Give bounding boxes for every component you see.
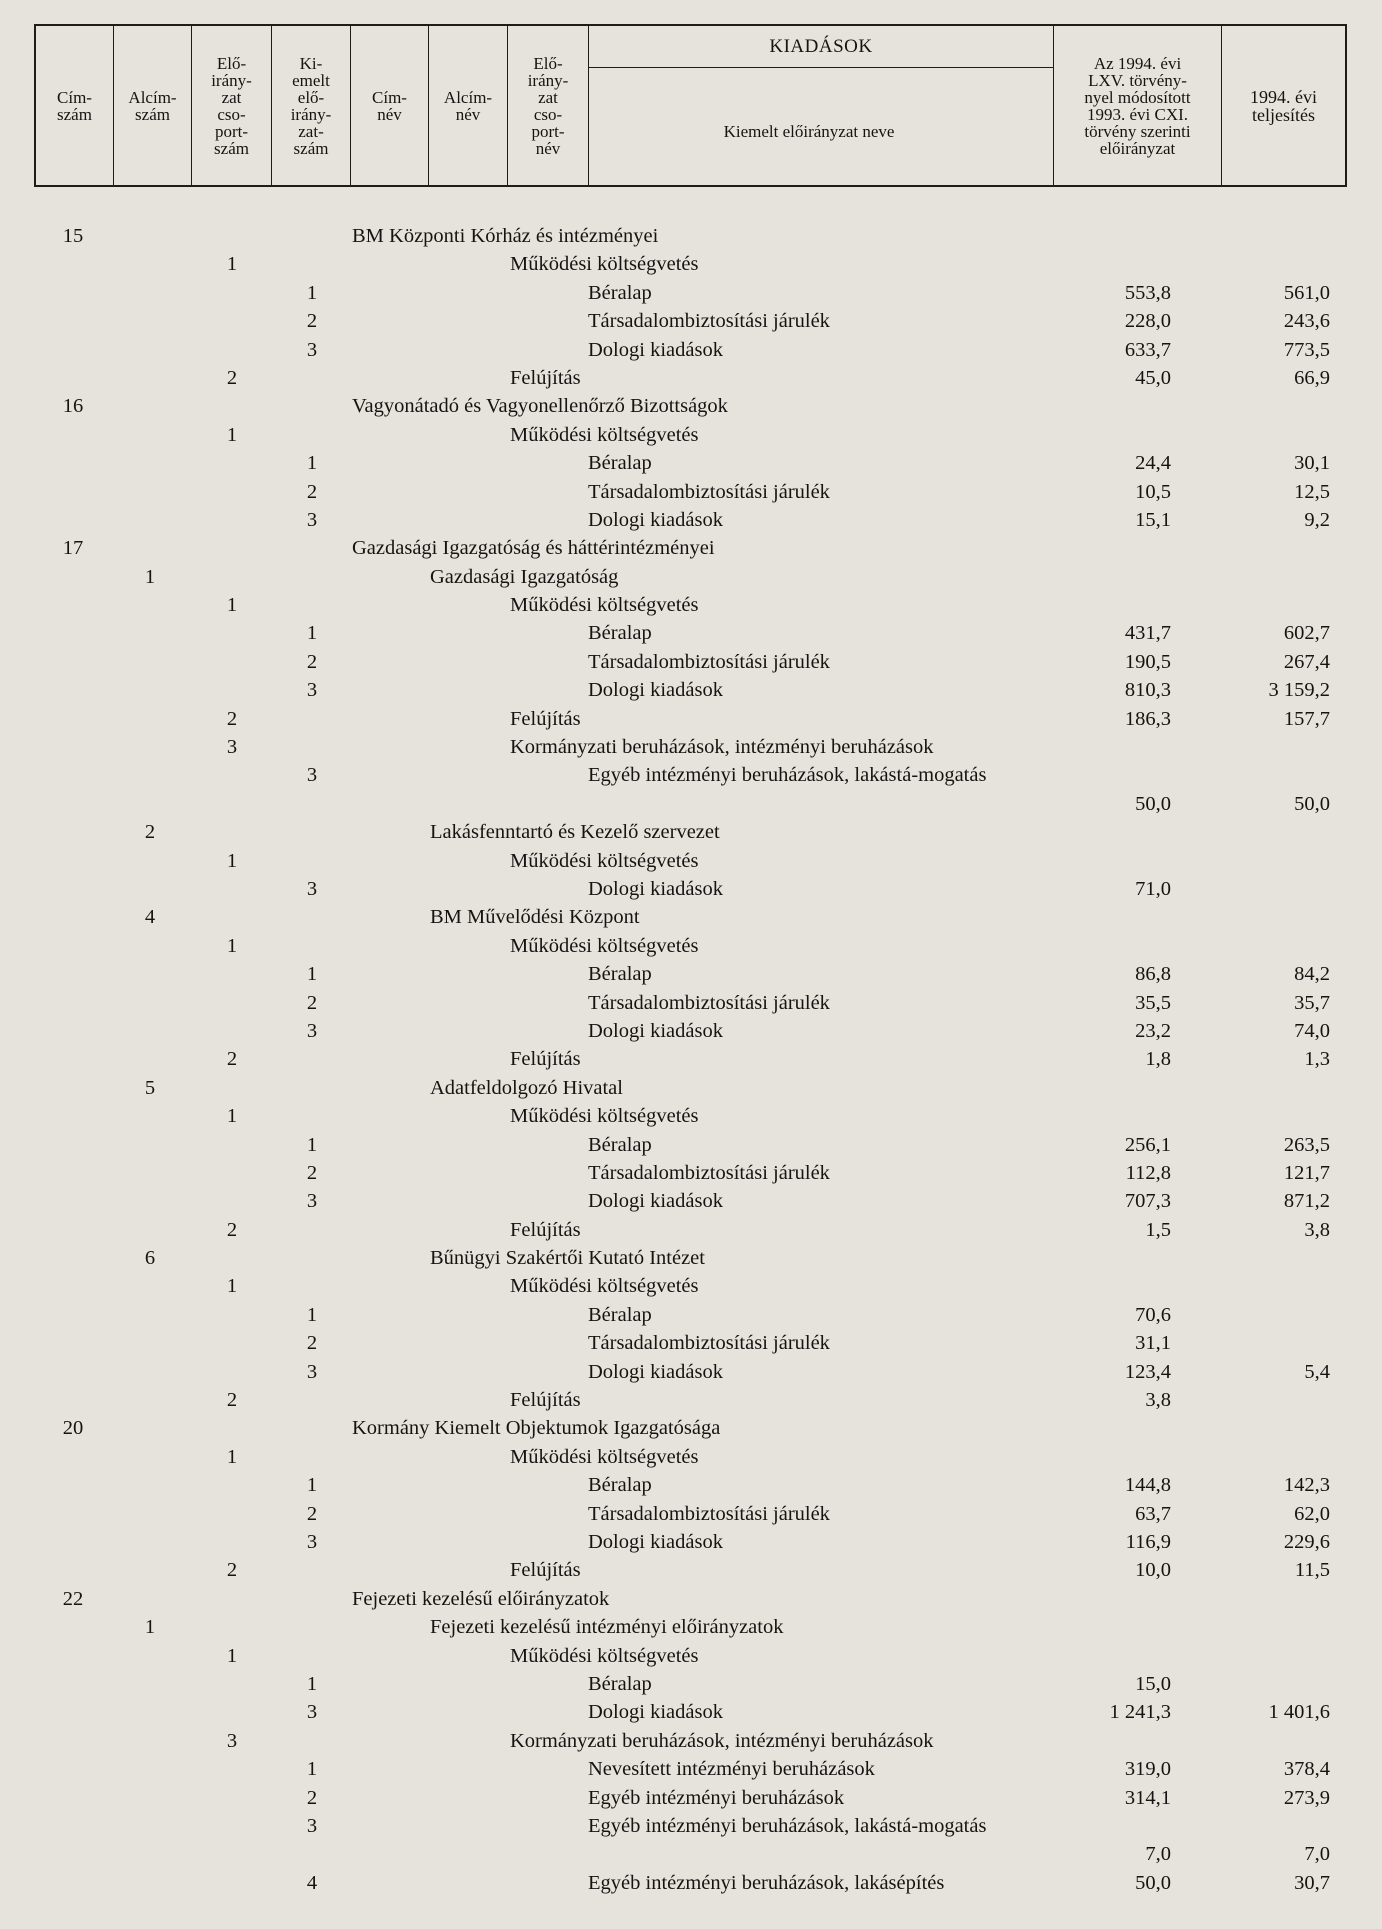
table-row	[0, 1131, 1382, 1159]
header-eloiranyzat-csoport-nev: Elő- irány- zat cso- port- név	[508, 26, 589, 185]
table-row	[0, 279, 1382, 307]
header-alcim-szam: Alcím- szám	[114, 26, 192, 185]
header-cim-szam: Cím- szám	[36, 26, 114, 185]
table-row	[0, 1159, 1382, 1187]
row-number-text: 1	[144, 1616, 156, 1639]
row-number-text: 2	[226, 707, 238, 730]
row-eloiranyzat-value: 86,8	[1135, 963, 1171, 986]
row-name: Felújítás	[510, 707, 581, 730]
row-teljesites-value: 142,3	[1283, 1474, 1330, 1497]
row-eloiranyzat-value: 112,8	[1125, 1161, 1171, 1184]
row-eloiranyzat-value: 431,7	[1124, 622, 1171, 645]
table-row	[0, 563, 1382, 591]
row-name: Dologi kiadások	[588, 878, 723, 900]
table-row	[0, 449, 1382, 477]
row-eloiranyzat-value: 314,1	[1124, 1786, 1171, 1809]
row-number-text: 3	[306, 679, 318, 702]
row-teljesites-value: 7,0	[1304, 1843, 1330, 1866]
row-eloiranyzat-value: 228,0	[1124, 310, 1171, 333]
row-number-text: 4	[306, 1871, 318, 1894]
table-row	[0, 1074, 1382, 1102]
table-row	[0, 1755, 1382, 1783]
row-name: Béralap	[588, 1474, 652, 1497]
row-name: Társadalombiztosítási járulék	[588, 1161, 830, 1184]
row-name: Egyéb intézményi beruházások, lakástá-mogatás	[588, 1814, 987, 1837]
row-name: Vagyonátadó és Vagyonellenőrző Bizottságok	[352, 395, 728, 418]
table-row	[0, 1216, 1382, 1244]
row-teljesites-value: 5,4	[1304, 1360, 1330, 1383]
row-number-text: 1	[226, 1105, 238, 1128]
row-number-text: 3	[306, 1530, 318, 1553]
table-row	[0, 392, 1382, 420]
row-name: Társadalombiztosítási járulék	[588, 480, 830, 503]
row-teljesites-value: 871,2	[1283, 1190, 1330, 1213]
row-name: Dologi kiadások	[588, 1701, 723, 1724]
table-row	[0, 1784, 1382, 1812]
row-eloiranyzat-value: 810,3	[1124, 679, 1171, 702]
table-row	[0, 1244, 1382, 1272]
row-name: Egyéb intézményi beruházások, lakástá-mogatás	[588, 764, 987, 787]
row-number-text: 1	[226, 1644, 238, 1667]
row-eloiranyzat-value: 50,0	[1135, 1871, 1171, 1894]
row-teljesites-value: 263,5	[1283, 1133, 1330, 1156]
row-number-text: 3	[226, 736, 238, 759]
table-row	[0, 1102, 1382, 1130]
row-number-text: 2	[306, 480, 318, 503]
row-number-text: 1	[226, 594, 238, 617]
table-row	[0, 1727, 1382, 1755]
row-name: Fejezeti kezelésű intézményi előirányzatok	[430, 1616, 784, 1639]
row-number-text: 3	[306, 1701, 318, 1724]
row-eloiranyzat-value: 15,0	[1135, 1672, 1171, 1695]
row-number-text: 20	[62, 1417, 84, 1440]
row-name: Működési költségvetés	[510, 253, 699, 276]
row-number-text: 4	[144, 906, 156, 929]
row-number-text: 1	[306, 963, 318, 986]
row-eloiranyzat-value: 633,7	[1124, 338, 1171, 361]
table-row	[0, 1301, 1382, 1329]
row-teljesites-value: 378,4	[1283, 1758, 1330, 1781]
table-row	[0, 1471, 1382, 1499]
row-name: BM Művelődési Központ	[430, 906, 640, 929]
row-teljesites-value: 121,7	[1283, 1161, 1330, 1184]
table-row	[0, 250, 1382, 278]
header-kiemelt-eloiranyzat-neve-label: Kiemelt előirányzat neve	[723, 121, 895, 141]
row-eloiranyzat-value: 707,3	[1124, 1190, 1171, 1213]
row-number-text: 2	[226, 1048, 238, 1071]
row-eloiranyzat-value: 71,0	[1135, 878, 1171, 900]
table-row	[0, 1358, 1382, 1386]
row-number-text: 3	[306, 1814, 318, 1837]
header-eloiranyzat-csoport-szam: Elő- irány- zat cso- port- szám	[192, 26, 272, 185]
row-name: Működési költségvetés	[510, 849, 699, 872]
row-teljesites-value: 11,5	[1294, 1559, 1330, 1582]
row-name: Béralap	[588, 1133, 652, 1156]
row-teljesites-value: 62,0	[1294, 1502, 1330, 1525]
row-name: Társadalombiztosítási járulék	[588, 1502, 830, 1525]
header-kiemelt-eloiranyzat-neve	[589, 68, 1054, 185]
row-name: Bűnügyi Szakértői Kutató Intézet	[430, 1247, 705, 1270]
row-name: Társadalombiztosítási járulék	[588, 1332, 830, 1355]
row-eloiranyzat-value: 10,0	[1135, 1559, 1171, 1582]
row-number-text: 1	[226, 934, 238, 957]
row-number-text: 1	[306, 1303, 318, 1326]
table-row	[0, 676, 1382, 704]
row-name: Béralap	[588, 1303, 652, 1326]
row-name: Működési költségvetés	[510, 1644, 699, 1667]
table-row	[0, 1045, 1382, 1073]
row-eloiranyzat-value: 190,5	[1124, 650, 1171, 673]
row-number-text: 3	[306, 1360, 318, 1383]
row-number-text: 1	[306, 1758, 318, 1781]
row-number-text: 2	[306, 991, 318, 1014]
table-row	[0, 1272, 1382, 1300]
row-teljesites-value: 157,7	[1283, 707, 1330, 730]
table-row	[0, 818, 1382, 846]
row-number-text: 2	[226, 1389, 238, 1412]
row-number-text: 1	[144, 565, 156, 588]
row-eloiranyzat-value: 1,8	[1145, 1048, 1171, 1071]
row-teljesites-value: 12,5	[1294, 480, 1330, 503]
row-name: Működési költségvetés	[510, 934, 699, 957]
table-row	[0, 1642, 1382, 1670]
row-eloiranyzat-value: 123,4	[1124, 1360, 1171, 1383]
row-teljesites-value: 3 159,2	[1268, 679, 1330, 702]
row-eloiranyzat-value: 144,8	[1124, 1474, 1171, 1497]
table-row	[0, 847, 1382, 875]
row-number-text: 1	[226, 1445, 238, 1468]
header-teljesites: 1994. évi teljesítés	[1250, 86, 1317, 125]
row-name: Béralap	[588, 963, 652, 986]
table-row	[0, 1443, 1382, 1471]
row-teljesites-value: 9,2	[1304, 508, 1330, 531]
row-name: Felújítás	[510, 1218, 581, 1241]
row-teljesites-value: 273,9	[1283, 1786, 1330, 1809]
row-teljesites-value: 30,1	[1294, 452, 1330, 475]
table-row	[0, 1812, 1382, 1869]
row-name: Felújítás	[510, 1389, 581, 1412]
row-number-text: 1	[226, 1275, 238, 1298]
row-eloiranyzat-value: 553,8	[1124, 281, 1171, 304]
row-name: Kormányzati beruházások, intézményi beruházások	[510, 1729, 934, 1752]
row-eloiranyzat-value: 1 241,3	[1109, 1701, 1171, 1724]
row-number-text: 1	[226, 423, 238, 446]
table-row	[0, 506, 1382, 534]
row-eloiranyzat-value: 186,3	[1124, 707, 1171, 730]
row-name: Dologi kiadások	[588, 1019, 723, 1042]
table-row	[0, 534, 1382, 562]
row-number-text: 15	[62, 225, 84, 247]
table-row	[0, 960, 1382, 988]
row-teljesites-value: 229,6	[1283, 1530, 1330, 1553]
row-number-text: 2	[226, 1218, 238, 1241]
table-row	[0, 733, 1382, 761]
row-number-text: 5	[144, 1076, 156, 1099]
row-name: Működési költségvetés	[510, 1275, 699, 1298]
row-name: Társadalombiztosítási járulék	[588, 650, 830, 673]
table-body	[0, 222, 1382, 1897]
row-name: Béralap	[588, 1672, 652, 1695]
table-row	[0, 1187, 1382, 1215]
row-number-text: 3	[306, 1019, 318, 1042]
row-number-text: 16	[62, 395, 84, 418]
table-row	[0, 1556, 1382, 1584]
row-teljesites-value: 267,4	[1283, 650, 1330, 673]
row-number-text: 6	[144, 1247, 156, 1270]
row-teljesites-value: 30,7	[1294, 1871, 1330, 1894]
header-cim-nev: Cím- név	[351, 26, 429, 185]
row-number-text: 2	[226, 366, 238, 389]
row-number-text: 3	[226, 1729, 238, 1752]
table-row	[0, 421, 1382, 449]
row-eloiranyzat-value: 35,5	[1135, 991, 1171, 1014]
row-teljesites-value: 66,9	[1294, 366, 1330, 389]
table-row	[0, 1386, 1382, 1414]
row-name: Béralap	[588, 622, 652, 645]
row-name: Kormányzati beruházások, intézményi beruházások	[510, 736, 934, 759]
row-number-text: 3	[306, 878, 318, 900]
table-header	[34, 24, 1347, 187]
row-eloiranyzat-value: 15,1	[1135, 508, 1171, 531]
row-teljesites-value: 1 401,6	[1268, 1701, 1330, 1724]
row-name: Társadalombiztosítási járulék	[588, 991, 830, 1014]
table-row	[0, 222, 1382, 250]
row-number-text: 2	[306, 650, 318, 673]
row-eloiranyzat-value: 23,2	[1135, 1019, 1171, 1042]
row-number-text: 1	[226, 849, 238, 872]
row-number-text: 2	[306, 310, 318, 333]
row-number-text: 1	[306, 1672, 318, 1695]
row-eloiranyzat-value: 7,0	[1145, 1843, 1171, 1866]
table-row	[0, 1017, 1382, 1045]
row-teljesites-value: 773,5	[1283, 338, 1330, 361]
row-name: BM Központi Kórház és intézményei	[352, 225, 659, 247]
row-teljesites-value: 561,0	[1283, 281, 1330, 304]
header-eloiranyzat: Az 1994. évi LXV. törvény- nyel módosított 1993. évi CXI. törvény szerinti előirányzat	[1054, 26, 1222, 185]
row-teljesites-value: 84,2	[1294, 963, 1330, 986]
row-number-text: 3	[306, 338, 318, 361]
row-name: Gazdasági Igazgatóság és háttérintézményei	[352, 537, 715, 560]
row-name: Felújítás	[510, 1559, 581, 1582]
row-number-text: 2	[306, 1786, 318, 1809]
row-name: Béralap	[588, 452, 652, 475]
table-row	[0, 591, 1382, 619]
row-name: Dologi kiadások	[588, 338, 723, 361]
table-row	[0, 705, 1382, 733]
table-row	[0, 932, 1382, 960]
row-name: Egyéb intézményi beruházások	[588, 1786, 845, 1809]
row-name: Dologi kiadások	[588, 679, 723, 702]
table-row	[0, 1613, 1382, 1641]
row-name: Dologi kiadások	[588, 508, 723, 531]
row-teljesites-value: 50,0	[1294, 792, 1330, 815]
table-row	[0, 1528, 1382, 1556]
row-name: Dologi kiadások	[588, 1190, 723, 1213]
row-eloiranyzat-value: 256,1	[1124, 1133, 1171, 1156]
row-name: Lakásfenntartó és Kezelő szervezet	[430, 821, 720, 844]
table-row	[0, 1585, 1382, 1613]
row-number-text: 17	[62, 537, 84, 560]
row-name: Adatfeldolgozó Hivatal	[430, 1076, 623, 1099]
table-row	[0, 1869, 1382, 1897]
row-name: Dologi kiadások	[588, 1530, 723, 1553]
row-name: Béralap	[588, 281, 652, 304]
table-row	[0, 307, 1382, 335]
row-number-text: 1	[306, 1133, 318, 1156]
row-eloiranyzat-value: 10,5	[1135, 480, 1171, 503]
row-number-text: 1	[306, 622, 318, 645]
row-name: Egyéb intézményi beruházások, lakásépítés	[588, 1871, 945, 1894]
row-teljesites-value: 74,0	[1294, 1019, 1330, 1042]
row-teljesites-value: 35,7	[1294, 991, 1330, 1014]
row-number-text: 1	[226, 253, 238, 276]
table-row	[0, 761, 1382, 818]
row-number-text: 3	[306, 1190, 318, 1213]
row-name: Felújítás	[510, 1048, 581, 1071]
row-eloiranyzat-value: 50,0	[1135, 792, 1171, 815]
header-alcim-nev: Alcím- név	[429, 26, 508, 185]
table-row	[0, 364, 1382, 392]
row-name: Fejezeti kezelésű előirányzatok	[352, 1587, 610, 1610]
row-number-text: 2	[144, 821, 156, 844]
table-row	[0, 478, 1382, 506]
row-teljesites-value: 243,6	[1283, 310, 1330, 333]
row-name: Működési költségvetés	[510, 1445, 699, 1468]
row-name: Kormány Kiemelt Objektumok Igazgatósága	[352, 1417, 721, 1440]
row-eloiranyzat-value: 3,8	[1145, 1389, 1171, 1412]
row-name: Működési költségvetés	[510, 423, 699, 446]
header-kiadasok: KIADÁSOK	[589, 26, 1054, 68]
row-eloiranyzat-value: 45,0	[1135, 366, 1171, 389]
table-row	[0, 1500, 1382, 1528]
row-number-text: 3	[306, 508, 318, 531]
row-name: Társadalombiztosítási járulék	[588, 310, 830, 333]
table-row	[0, 903, 1382, 931]
row-eloiranyzat-value: 319,0	[1124, 1758, 1171, 1781]
table-row	[0, 336, 1382, 364]
row-number-text: 1	[306, 452, 318, 475]
row-number-text: 1	[306, 281, 318, 304]
table-row	[0, 1329, 1382, 1357]
row-number-text: 2	[306, 1161, 318, 1184]
table-row	[0, 1414, 1382, 1442]
table-row	[0, 875, 1382, 903]
row-eloiranyzat-value: 31,1	[1135, 1332, 1171, 1355]
row-name: Működési költségvetés	[510, 594, 699, 617]
row-eloiranyzat-value: 24,4	[1135, 452, 1171, 475]
header-kiemelt-eloiranyzat-szam: Ki- emelt elő- irány- zat- szám	[272, 26, 351, 185]
row-name: Dologi kiadások	[588, 1360, 723, 1383]
row-name: Gazdasági Igazgatóság	[430, 565, 619, 588]
row-eloiranyzat-value: 1,5	[1145, 1218, 1171, 1241]
row-number-text: 3	[306, 764, 318, 787]
row-number-text: 2	[306, 1502, 318, 1525]
row-number-text: 2	[306, 1332, 318, 1355]
row-eloiranyzat-value: 116,9	[1125, 1530, 1171, 1553]
row-eloiranyzat-value: 70,6	[1135, 1303, 1171, 1326]
row-number-text: 1	[306, 1474, 318, 1497]
table-row	[0, 648, 1382, 676]
row-teljesites-value: 3,8	[1304, 1218, 1330, 1241]
row-number-text: 22	[62, 1587, 84, 1610]
row-name: Működési költségvetés	[510, 1105, 699, 1128]
table-row	[0, 1698, 1382, 1726]
row-name: Felújítás	[510, 366, 581, 389]
row-name: Nevesített intézményi beruházások	[588, 1758, 875, 1781]
row-number-text: 2	[226, 1559, 238, 1582]
table-row	[0, 619, 1382, 647]
row-teljesites-value: 1,3	[1304, 1048, 1330, 1071]
table-row	[0, 989, 1382, 1017]
table-row	[0, 1670, 1382, 1698]
row-eloiranyzat-value: 63,7	[1135, 1502, 1171, 1525]
row-teljesites-value: 602,7	[1283, 622, 1330, 645]
